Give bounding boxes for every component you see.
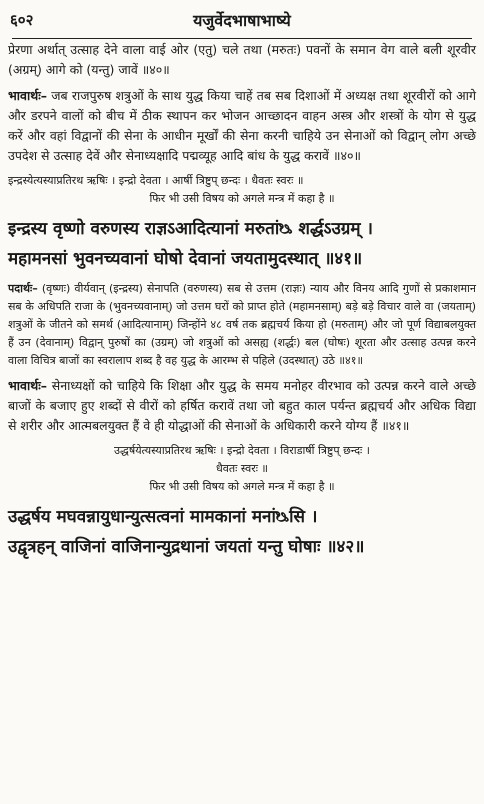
- continuation-paragraph: प्रेरणा अर्थात् उत्साह देने वाला वाई ओर (एतु) चले तथा (मरुतः) पवनों के समान वेग वाले बली शूरवीर (अग्रम्) आगे को (यन्तु) जावें ॥४०॥: [8, 42, 476, 77]
- mantra-41-line-1: इन्द्रस्य वृष्णो वरुणस्य राज्ञऽआदित्यानां मरुतांᳬ शर्द्धऽउग्रम् ।: [8, 219, 373, 239]
- intro-line-41: फिर भी उसी विषय को अगले मन्त्र में कहा है ॥: [149, 192, 335, 205]
- bhavarth-text: सेनाध्यक्षों को चाहिये कि शिक्षा और युद्ध के समय मनोहर वीरभाव को उत्पन्न करने वाले अच्छे बाजों के बजाए हुए शब्दों से वीरों को हर्षित करावें तथा जो बहुत काल पर्यन्त ब्रह्मचर्य और अधिक विद्या से शरीर और आत्मबलयुक्त हैं वे ही योद्धाओं की सेनाओं के अधिकारी करने योग्य हैं ॥४१॥: [8, 378, 476, 433]
- mantra-41: [8, 214, 476, 274]
- mantra-42-line-2: उद्वृत्रहन् वाजिनां वाजिनान्युद्रथानां जयतां यन्तु घोषाः ॥४२॥: [8, 537, 365, 557]
- rishi-devata-line-41: इन्द्रस्येत्यस्याप्रतिरथ ऋषिः । इन्द्रो देवता । आर्षी त्रिष्टुप् छन्दः । धैवतः स्वरः ॥: [8, 174, 304, 187]
- bhavarth-label: भावार्थः–: [8, 88, 47, 103]
- bhavarth-40: [8, 86, 476, 166]
- page-number: ६०२: [10, 11, 34, 29]
- bhavarth-text: जब राजपुरुष शत्रुओं के साथ युद्ध किया चाहें तब सब दिशाओं में अध्यक्ष तथा शूरवीरों को आगे और डरपने वालों को बीच में ठीक स्थापन कर भोजन आच्छादन वाहन अस्त्र और शस्त्रों के योग से युद्ध करें और वहां विद्वानों की सेना के आधीन मूर्खों की सेना करनी चाहिये उन सेनाओं को विद्वान् लोग अच्छे उपदेश से उत्साह देवें और सेनाध्यक्षादि पद्मव्यूह आदि बांध के युद्ध करावें ॥४०॥: [8, 88, 476, 163]
- mantra-42: [8, 502, 476, 562]
- page-header: [8, 6, 476, 34]
- padarth-41: [8, 280, 476, 370]
- rishi-devata-line-42b: धैवतः स्वरः ॥: [215, 462, 269, 475]
- mantra-41-line-2: महामनसां भुवनच्यवानां घोषो देवानां जयतामुदस्थात् ॥४१॥: [8, 249, 363, 269]
- page-body: [8, 40, 476, 562]
- header-rule: [12, 38, 472, 39]
- rishi-devata-line-42a: उद्धर्षयेत्यस्याप्रतिरथ ऋषिः । इन्द्रो देवता । विराडार्षी त्रिष्टुप् छन्दः ।: [114, 444, 370, 457]
- intro-line-42: फिर भी उसी विषय को अगले मन्त्र में कहा है ॥: [149, 480, 335, 493]
- mantra-42-line-1: उद्धर्षय मघवन्नायुधान्युत्सत्वनां मामकानां मनांᳬसि ।: [8, 507, 318, 527]
- padarth-label: पदार्थः–: [8, 282, 38, 295]
- running-title: यजुर्वेदभाषाभाष्ये: [193, 11, 291, 30]
- bhavarth-41: [8, 376, 476, 436]
- bhavarth-label: भावार्थः–: [8, 378, 47, 393]
- padarth-text: (वृष्णः) वीर्यवान् (इन्द्रस्य) सेनापति (वरुणस्य) सब से उत्तम (राज्ञः) न्याय और विनय आदि गुणों से प्रकाशमान सब के अधिपति राजा के (भुवनच्यवानाम्) जो उत्तम घरों को प्राप्त होते (महामनसाम्) बड़े बड़े विचार वाले वा (जयताम्) शत्रुओं के जीतने को समर्थ (आदित्यानाम्) जिन्होंने ४८ वर्ष तक ब्रह्मचर्य किया हो (मरुताम्) और जो पूर्ण विद्याबलयुक्त हैं उन (देवानाम्) विद्वान् पुरुषों का (उग्रम्) जो शत्रुओं को असह्य (शर्द्धः) बल (घोषः) शूरता और उत्साह उत्पन्न करने वाला विचित्र बाजों का स्वरालाप शब्द है वह युद्ध के आरम्भ से पहिले (उदस्थात्) उठे ॥४१॥: [8, 282, 477, 367]
